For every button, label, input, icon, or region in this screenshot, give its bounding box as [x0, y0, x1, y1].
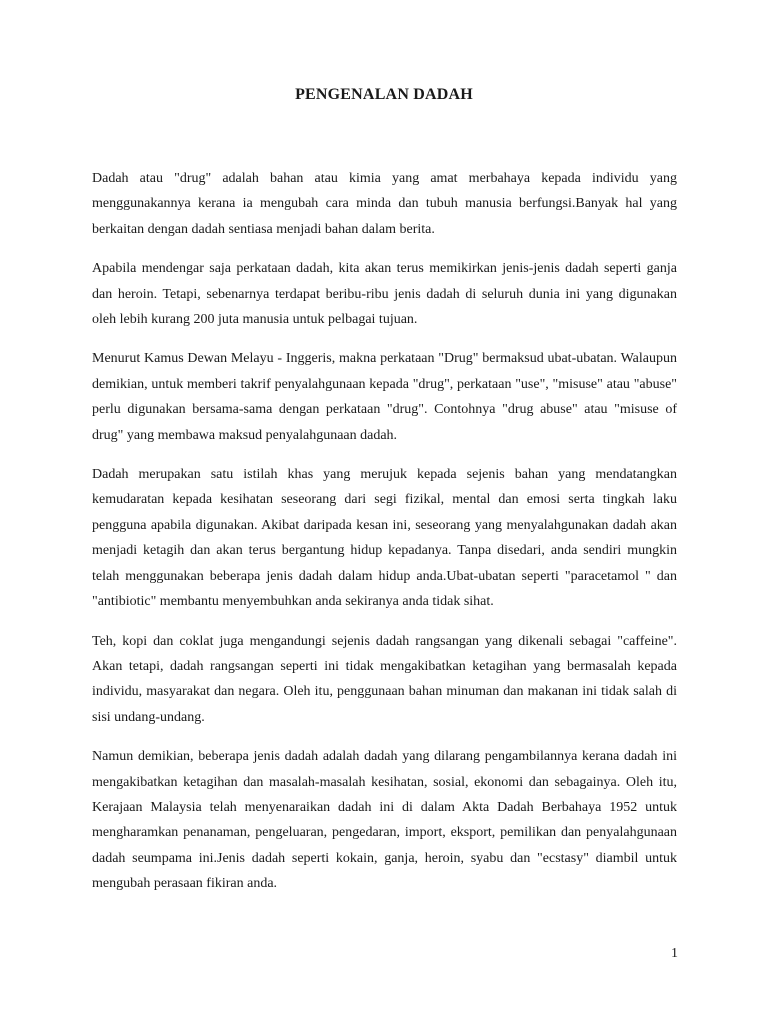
document-body: [92, 166, 677, 911]
paragraph-5: Teh, kopi dan coklat juga mengandungi sejenis dadah rangsangan yang dikenali sebagai "caffeine". Akan tetapi, dadah rangsangan seperti ini tidak mengakibatkan ketagihan yang bermasalah kepada individu, masyarakat dan negara. Oleh itu, penggunaan bahan minuman dan makanan ini tidak salah di sisi undang-undang.: [92, 633, 677, 725]
page-title: PENGENALAN DADAH: [295, 86, 473, 103]
paragraph-3: Menurut Kamus Dewan Melayu - Inggeris, makna perkataan "Drug" bermaksud ubat-ubatan. Walaupun demikian, untuk memberi takrif penyalahgunaan kepada "drug", perkataan "use", "misuse" atau "abuse" perlu digunakan bersama-sama dengan perkataan "drug". Contohnya "drug abuse" atau "misuse of drug" yang membawa maksud penyalahgunaan dadah.: [92, 351, 677, 443]
page-number: 1: [671, 946, 678, 961]
paragraph-4: Dadah merupakan satu istilah khas yang merujuk kepada sejenis bahan yang mendatangkan kemudaratan kepada kesihatan seseorang dari segi fizikal, mental dan emosi serta tingkah laku pengguna apabila digunakan. Akibat daripada kesan ini, seseorang yang menyalahgunakan dadah akan menjadi ketagih dan akan terus bergantung hidup kepadanya. Tanpa disedari, anda sendiri mungkin telah menggunakan beberapa jenis dadah dalam hidup anda.Ubat-ubatan seperti "paracetamol " dan "antibiotic" membantu menyembuhkan anda sekiranya anda tidak sihat.: [92, 467, 677, 610]
paragraph-6: Namun demikian, beberapa jenis dadah adalah dadah yang dilarang pengambilannya kerana dadah ini mengakibatkan ketagihan dan masalah-masalah kesihatan, sosial, ekonomi dan sebagainya. Oleh itu, Kerajaan Malaysia telah menyenaraikan dadah ini di dalam Akta Dadah Berbahaya 1952 untuk mengharamkan penanaman, pengeluaran, pengedaran, import, eksport, pemilikan dan penyalahgunaan dadah seumpama ini.Jenis dadah seperti kokain, ganja, heroin, syabu dan "ecstasy" diambil untuk mengubah perasaan fikiran anda.: [92, 749, 677, 892]
paragraph-2: Apabila mendengar saja perkataan dadah, kita akan terus memikirkan jenis-jenis dadah seperti ganja dan heroin. Tetapi, sebenarnya terdapat beribu-ribu jenis dadah di seluruh dunia ini yang digunakan oleh lebih kurang 200 juta manusia untuk pelbagai tujuan.: [92, 261, 677, 328]
paragraph-1: Dadah atau "drug" adalah bahan atau kimia yang amat merbahaya kepada individu yang menggunakannya kerana ia mengubah cara minda dan tubuh manusia berfungsi.Banyak hal yang berkaitan dengan dadah sentiasa menjadi bahan dalam berita.: [92, 171, 677, 237]
